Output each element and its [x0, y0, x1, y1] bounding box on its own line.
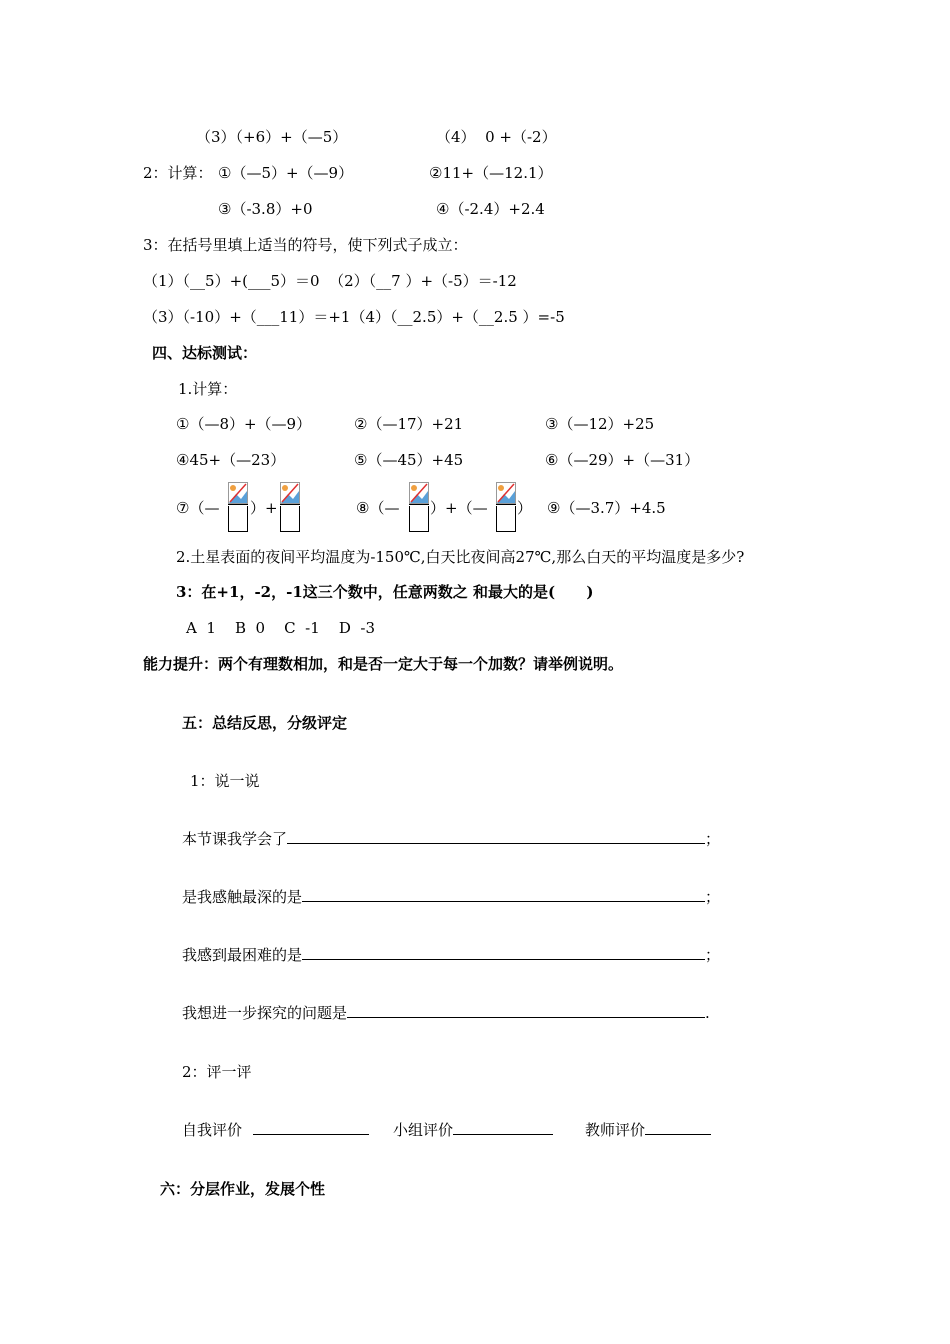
reflection-4 — [182, 1003, 710, 1023]
s4-calc-3: ③（—12）+25 — [545, 415, 655, 433]
self-evaluation — [182, 1120, 369, 1140]
ability-question: 能力提升：两个有理数相加，和是否一定大于每一个加数？请举例说明。 — [143, 655, 624, 673]
reflection-1-end: ； — [705, 830, 721, 848]
question-2-label: 2：计算： — [143, 164, 213, 182]
exercise-4: （4） 0 +（-2） — [436, 128, 557, 146]
reflection-1-label: 本节课我学会了 — [182, 830, 288, 848]
broken-image-icon — [280, 482, 300, 504]
fraction-image-3 — [409, 482, 429, 532]
reflection-3-label: 我感到最困难的是 — [182, 946, 303, 964]
broken-image-icon — [409, 482, 429, 504]
s4-q2: 2.土星表面的夜间平均温度为-150℃,白天比夜间高27℃,那么白天的平均温度是多少? — [176, 548, 745, 566]
reflection-3 — [182, 945, 720, 965]
calc-4: ④（-2.4）+2.4 — [436, 200, 545, 218]
reflection-2 — [182, 887, 720, 907]
s4-calc-1: ①（—8）+（—9） — [176, 415, 312, 433]
reflection-2-blank[interactable] — [302, 887, 705, 902]
reflection-4-label: 我想进一步探究的问题是 — [182, 1004, 348, 1022]
s4-calc-8-start: ⑧（— — [356, 499, 400, 517]
teacher-evaluation — [585, 1120, 711, 1140]
broken-image-icon — [228, 482, 248, 504]
s4-calc-7-start: ⑦（— — [176, 499, 220, 517]
s4-calc-8-end: ） — [517, 499, 533, 517]
teacher-evaluation-label: 教师评价 — [585, 1121, 646, 1139]
calc-2: ②11+（—12.1） — [429, 164, 553, 182]
reflection-4-blank[interactable] — [347, 1003, 705, 1018]
s4-calc-8-mid: ）+（— — [430, 499, 488, 517]
reflection-1 — [182, 829, 720, 849]
reflection-3-blank[interactable] — [302, 945, 705, 960]
s4-q1: 1.计算： — [178, 380, 238, 398]
teacher-evaluation-blank[interactable] — [645, 1120, 711, 1135]
rate-heading: 2：评一评 — [182, 1063, 252, 1081]
s4-q3: 3：在+1，-2，-1这三个数中，任意两数之 和最大的是( ) — [176, 583, 594, 601]
say-heading: 1：说一说 — [190, 772, 260, 790]
section-6-title: 六：分层作业，发展个性 — [160, 1180, 326, 1198]
s4-calc-9: ⑨（—3.7）+4.5 — [547, 499, 666, 517]
s4-calc-2: ②（—17）+21 — [354, 415, 464, 433]
calc-3: ③（-3.8）+0 — [218, 200, 313, 218]
s4-calc-5: ⑤（—45）+45 — [354, 451, 464, 469]
s4-calc-6: ⑥（—29）+（—31） — [545, 451, 700, 469]
calc-1: ①（—5）+（—9） — [218, 164, 354, 182]
group-evaluation — [393, 1120, 553, 1140]
fraction-image-1 — [228, 482, 248, 532]
fraction-image-4 — [496, 482, 516, 532]
section-4-title: 四、达标测试： — [152, 344, 258, 362]
broken-image-icon — [496, 482, 516, 504]
reflection-2-end: ； — [705, 888, 721, 906]
reflection-1-blank[interactable] — [287, 829, 705, 844]
group-evaluation-label: 小组评价 — [393, 1121, 454, 1139]
s4-calc-4: ④45+（—23） — [176, 451, 286, 469]
question-3-line-2: （3）（-10）+（___11）＝+1（4）（__2.5）+（__2.5 ）=-5 — [143, 308, 565, 326]
self-evaluation-label: 自我评价 — [182, 1121, 243, 1139]
question-3-line-1: （1）（__5）+(___5）＝0 （2）（__7 ）+（-5）＝-12 — [143, 272, 517, 290]
group-evaluation-blank[interactable] — [453, 1120, 553, 1135]
question-3-title: 3：在括号里填上适当的符号，使下列式子成立： — [143, 236, 468, 254]
reflection-3-end: ； — [705, 946, 721, 964]
reflection-2-label: 是我感触最深的是 — [182, 888, 303, 906]
reflection-4-end: . — [705, 1004, 710, 1022]
s4-q3-options: A 1 B 0 C -1 D -3 — [186, 619, 376, 637]
s4-calc-7-mid: ）+ — [250, 499, 278, 517]
fraction-image-2 — [280, 482, 300, 532]
exercise-3: （3）（+6）+（—5） — [196, 128, 348, 146]
self-evaluation-blank[interactable] — [253, 1120, 369, 1135]
section-5-title: 五：总结反思，分级评定 — [182, 714, 348, 732]
